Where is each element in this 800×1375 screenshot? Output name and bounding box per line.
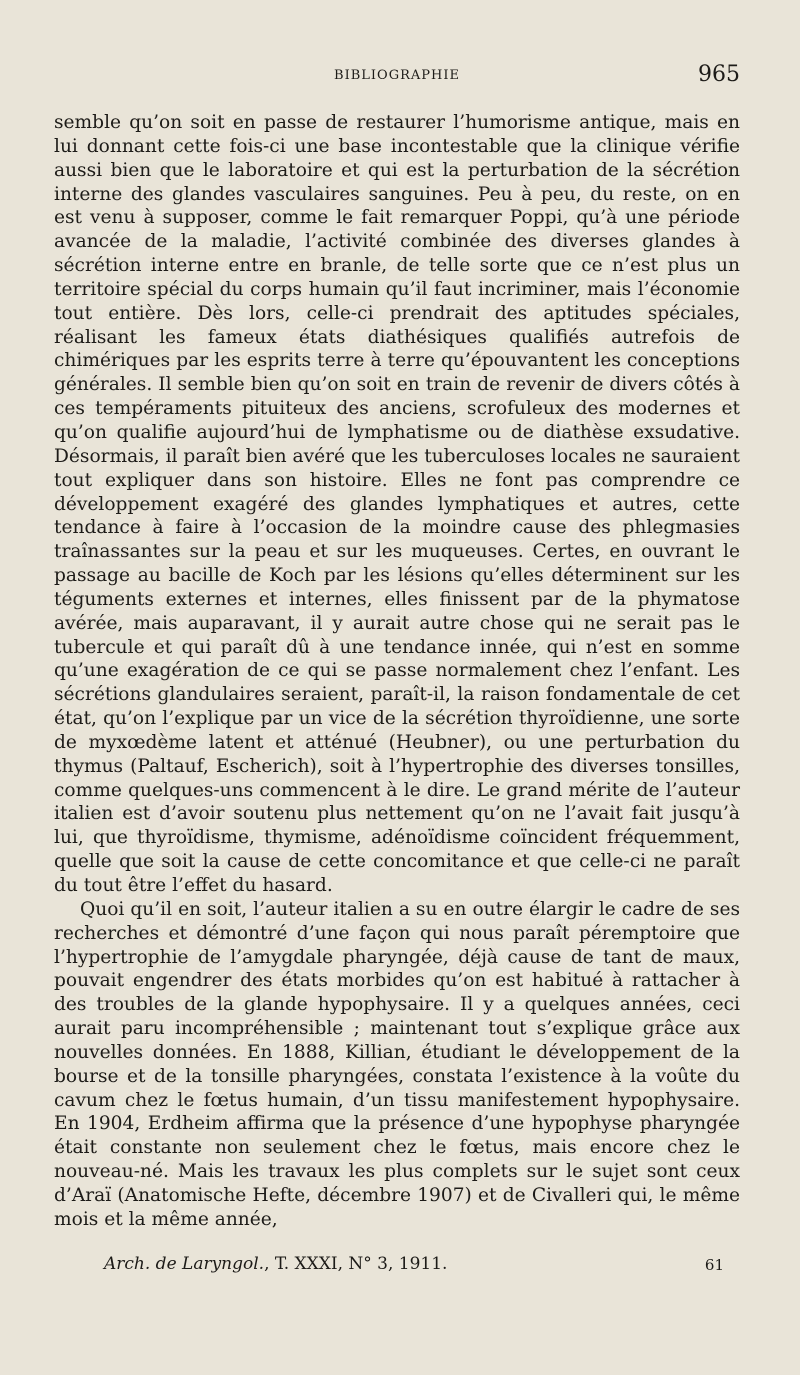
paragraph: Quoi qu’il en soit, l’auteur italien a su en outre élargir le cadre de ses recherches et démontré d’une façon qui nous paraît péremptoire que l’hypertrophie de l’amygdale pharyngée, déjà cause de tant de maux, pouvait engendrer des états morbides qu’on est habitué à rattacher à des troubles de la glande hypophysaire. Il y a quelques années, ceci aurait paru incompréhensible ; maintenant tout s’explique grâce aux nouvelles données. En 1888, Killian, étudiant le développement de la bourse et de la tonsille pharyngées, constata l’existence à la voûte du cavum chez le fœtus humain, d’un tissu manifestement hypophysaire. En 1904, Erdheim affirma que la présence d’une hypophyse pharyngée était constante non seulement chez le fœtus, mais encore chez le nouveau-né. Mais les travaux les plus complets sur le sujet sont ceux d’Araï (Anatomische Hefte, décembre 1907) et de Civalleri qui, le même mois et la même année, <box>54 898 740 1230</box>
paragraph: semble qu’on soit en passe de restaurer l’humorisme antique, mais en lui donnant cette fois-ci une base incontestable que la clinique vérifie aussi bien que le laboratoire et qui est la perturbation de la sécrétion interne des glandes vasculaires sanguines. Peu à peu, du reste, on en est venu à supposer, comme le fait remarquer Poppi, qu’à une période avancée de la maladie, l’activité combinée des diverses glandes à sécrétion interne entre en branle, de telle sorte que ce n’est plus un territoire spécial du corps humain qu’il faut incriminer, mais l’économie tout entière. Dès lors, celle-ci prendrait des aptitudes spéciales, réalisant les fameux états diathésiques qualifiés autrefois de chimériques par les esprits terre à terre qu’épouvantent les conceptions générales. Il semble bien qu’on soit en train de revenir de divers côtés à ces tempéraments pituiteux des anciens, scrofuleux des modernes et qu’on qualifie aujourd’hui de lymphatisme ou de diathèse exsudative. Désormais, il paraît bien avéré que les tuberculoses locales ne sauraient tout expliquer dans son histoire. Elles ne font pas comprendre ce développement exagéré des glandes lymphatiques et autres, cette tendance à faire à l’occasion de la moindre cause des phlegmasies traînassantes sur la peau et sur les muqueuses. Certes, en ouvrant le passage au bacille de Koch par les lésions qu’elles déterminent sur les téguments externes et internes, elles finissent par de la phymatose avérée, mais auparavant, il y aurait autre chose qui ne serait pas le tubercule et qui paraît dû à une tendance innée, qui n’est en somme qu’une exagération de ce qui se passe normalement chez l’enfant. Les sécrétions glandulaires seraient, paraît-il, la raison fondamentale de cet état, qu’on l’explique par un vice de la sécrétion thyroïdienne, une sorte de myxœdème latent et atténué (Heubner), ou une perturbation du thymus (Paltauf, Escherich), soit à l’hypertrophie des diverses tonsilles, comme quelques-uns commencent à le dire. Le grand mérite de l’auteur italien est d’avoir soutenu plus nettement qu’on ne l’avait fait jusqu’à lui, que thyroïdisme, thymisme, adénoïdisme coïncident fréquemment, quelle que soit la cause de cette concomitance et que celle-ci ne paraît du tout être l’effet du hasard. <box>54 112 740 896</box>
journal-title: Arch. de Laryngol. <box>104 1254 265 1274</box>
body-text <box>54 111 740 1232</box>
running-head <box>54 62 740 90</box>
journal-citation <box>104 1254 447 1274</box>
running-title: BIBLIOGRAPHIE <box>334 68 460 83</box>
signature-mark: 61 <box>704 1256 724 1274</box>
footer-citation <box>104 1254 724 1280</box>
page-number: 965 <box>698 62 740 87</box>
journal-volume: , T. XXXI, N° 3, 1911. <box>264 1254 448 1274</box>
